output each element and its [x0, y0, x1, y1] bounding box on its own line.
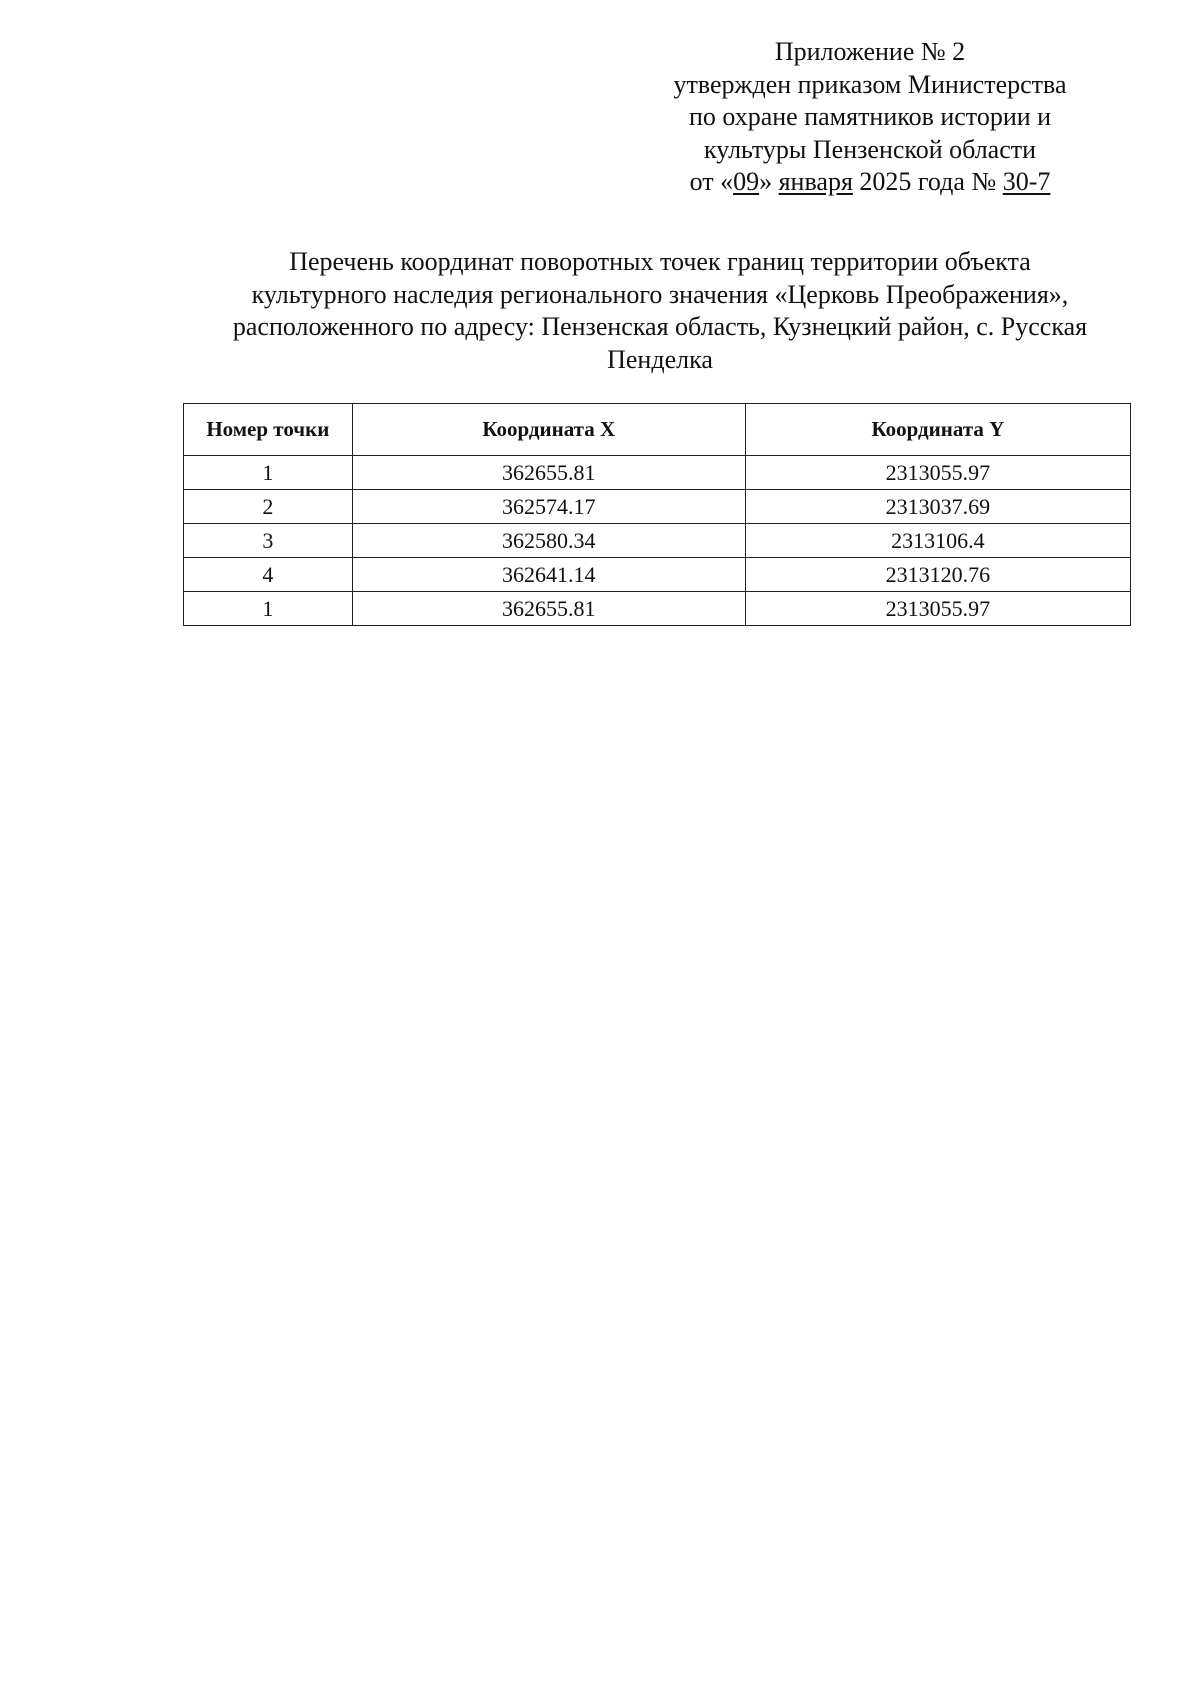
appendix-ministry-line: по охране памятников истории и: [688, 102, 1052, 131]
point-number-cell: 2: [184, 490, 353, 524]
header-point-number: Номер точки: [184, 404, 353, 456]
order-number: 30-7: [1002, 167, 1051, 196]
table-row: [184, 558, 1131, 592]
coordinate-y-cell: 2313037.69: [745, 490, 1130, 524]
date-year-label: 2025 года №: [852, 167, 1003, 196]
coordinate-x-cell: 362655.81: [352, 456, 745, 490]
point-number-cell: 4: [184, 558, 353, 592]
header-coordinate-x: Координата X: [352, 404, 745, 456]
coordinate-y-cell: 2313106.4: [745, 524, 1130, 558]
table-header-row: [184, 404, 1131, 456]
coordinate-x-cell: 362655.81: [352, 592, 745, 626]
document-title: [160, 246, 1160, 376]
appendix-number: Приложение № 2: [774, 37, 966, 66]
title-line-4: Пенделка: [607, 344, 713, 374]
table-row: [184, 524, 1131, 558]
coordinate-y-cell: 2313120.76: [745, 558, 1130, 592]
point-number-cell: 3: [184, 524, 353, 558]
date-month: января: [778, 167, 853, 196]
appendix-header: [640, 36, 1100, 199]
point-number-cell: 1: [184, 592, 353, 626]
table-row: [184, 592, 1131, 626]
title-line-3: расположенного по адресу: Пензенская область, Кузнецкий район, с. Русская: [232, 312, 1088, 341]
appendix-date-line: [640, 166, 1100, 199]
table-row: [184, 490, 1131, 524]
coordinate-y-cell: 2313055.97: [745, 592, 1130, 626]
coordinate-x-cell: 362574.17: [352, 490, 745, 524]
point-number-cell: 1: [184, 456, 353, 490]
coordinates-table: [183, 403, 1131, 626]
table-row: [184, 456, 1131, 490]
header-coordinate-y: Координата Y: [745, 404, 1130, 456]
coordinate-y-cell: 2313055.97: [745, 456, 1130, 490]
date-day: 09: [733, 167, 760, 196]
title-line-1: Перечень координат поворотных точек границ территории объекта: [289, 247, 1031, 276]
date-prefix: от «: [689, 167, 734, 196]
coordinate-x-cell: 362580.34: [352, 524, 745, 558]
title-line-2: культурного наследия регионального значения «Церковь Преображения»,: [251, 279, 1069, 309]
appendix-region-line: культуры Пензенской области: [703, 134, 1037, 164]
appendix-approval-line: утвержден приказом Министерства: [673, 69, 1067, 99]
coordinate-x-cell: 362641.14: [352, 558, 745, 592]
date-separator: »: [759, 167, 779, 196]
